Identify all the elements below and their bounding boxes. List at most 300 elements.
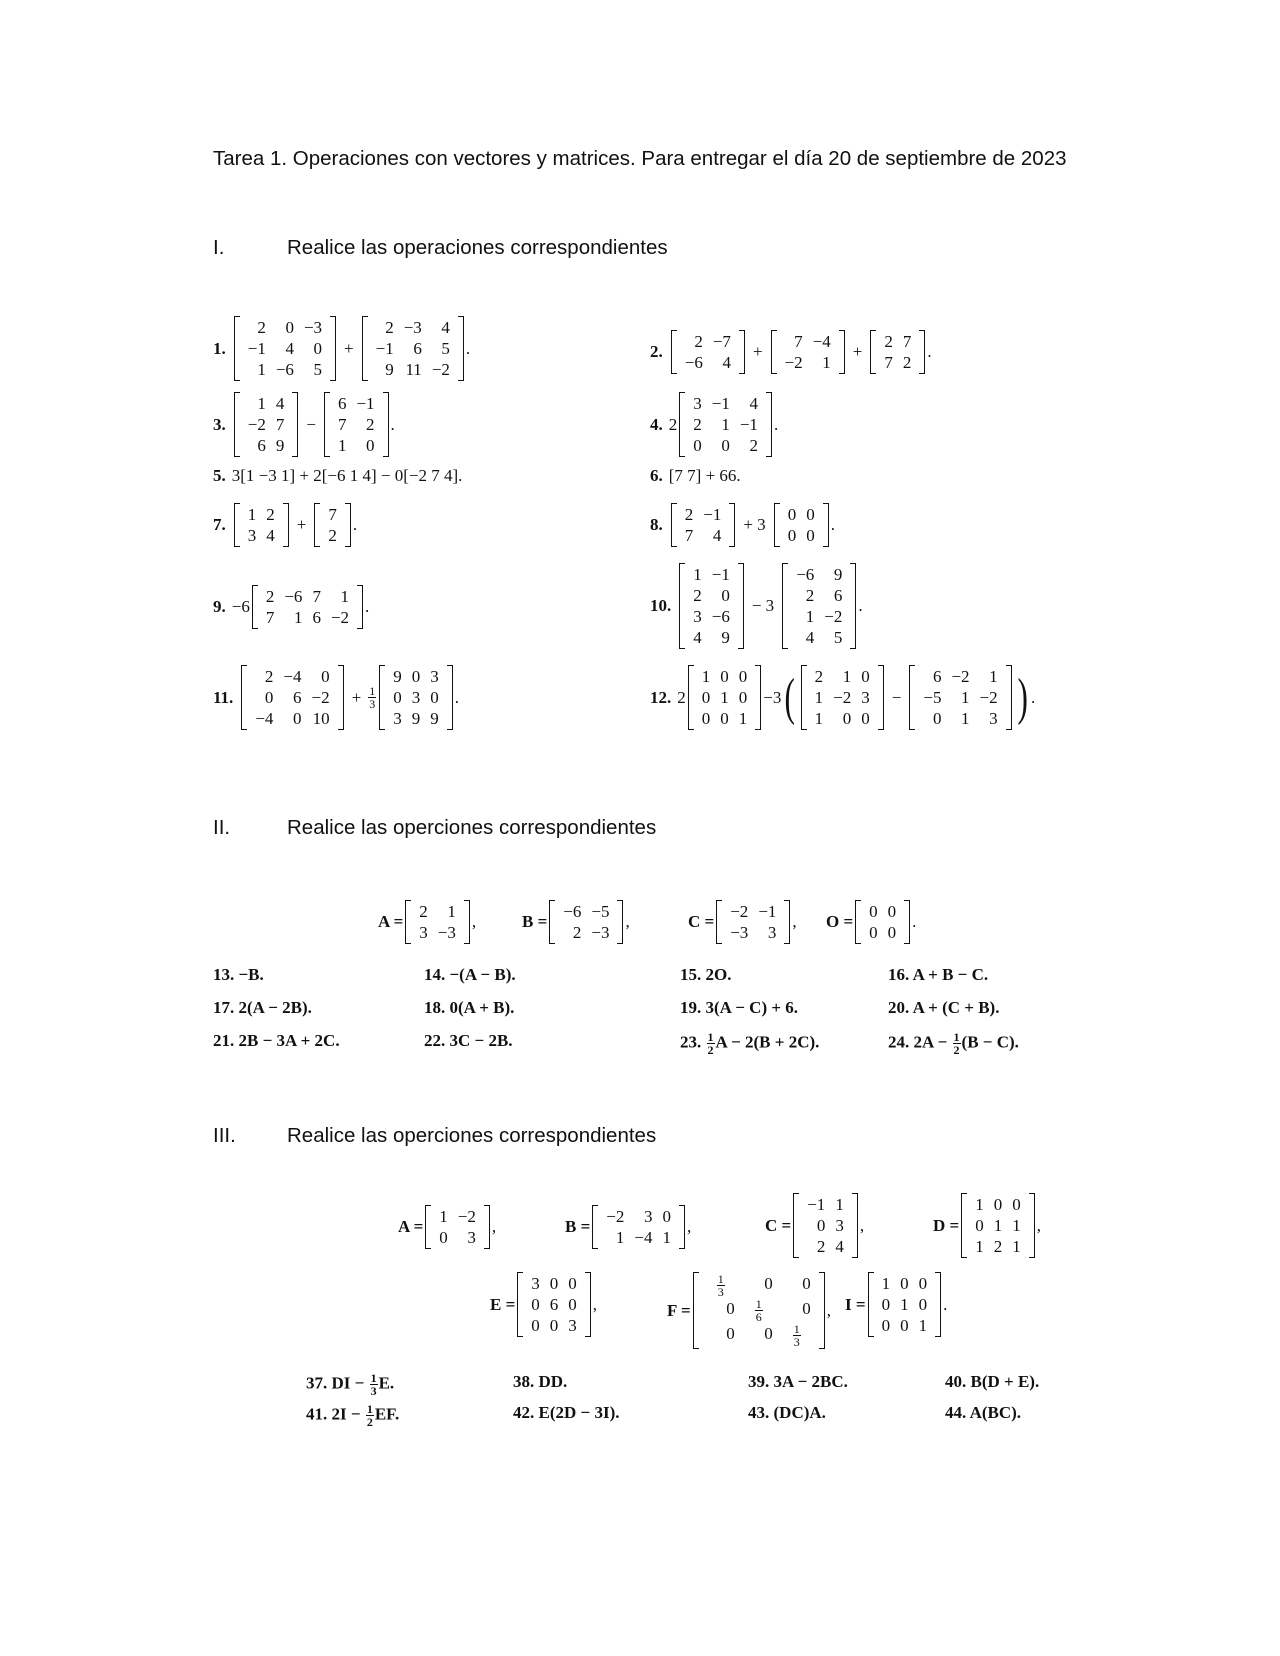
operator: +: [296, 515, 307, 534]
matrix-cell: 1: [662, 1228, 671, 1247]
exercise-item: [513, 1372, 567, 1392]
exercise-number: 38.: [513, 1372, 535, 1391]
exercise-17: [213, 998, 312, 1018]
matrix-cell: 6: [932, 667, 942, 686]
section-3-number: III.: [213, 1124, 236, 1147]
matrix-cell: −2: [311, 688, 330, 707]
matrix-cell: 2: [884, 332, 893, 351]
matrix-cell: 0: [764, 1274, 773, 1293]
math-text: .: [927, 342, 932, 361]
matrix-cell: 0: [881, 1295, 891, 1314]
matrix-cell: −4: [634, 1228, 653, 1247]
matrix-cell: −1: [375, 339, 394, 358]
matrix-cell: 0: [887, 923, 897, 942]
fraction-numerator: 1: [369, 684, 376, 698]
exercise-number: 5.: [213, 466, 226, 485]
bracket-right: [383, 392, 389, 457]
bracket-right: [904, 900, 910, 944]
matrix-cell: 2: [694, 332, 703, 351]
matrix-cell: 7: [265, 608, 275, 627]
matrix-cell: 1: [918, 1316, 928, 1335]
matrix-cell: −2: [730, 902, 749, 921]
matrix-cell: 1: [961, 709, 970, 728]
math-text: 0(A + B).: [449, 998, 515, 1017]
matrix-cell: 1: [439, 1207, 448, 1226]
exercise-5: [213, 466, 462, 486]
matrix-cell: 3: [835, 1216, 844, 1235]
math-text: −(A − B).: [449, 965, 516, 984]
section-1-heading: Realice las operaciones correspondientes: [287, 236, 668, 259]
exercise-number: 12.: [650, 687, 672, 707]
matrix: [688, 665, 762, 730]
fraction-denominator: 3: [793, 1335, 800, 1349]
exercise-number: 20.: [888, 998, 910, 1017]
matrix-grid: [722, 900, 784, 944]
matrix-cell: 6: [312, 608, 321, 627]
math-text: 2: [668, 414, 678, 434]
fraction: [953, 1031, 961, 1056]
exercise-item: [424, 998, 514, 1018]
fraction-numerator: 1: [370, 1371, 377, 1385]
matrix-cell: 9: [393, 667, 402, 686]
math-text: ,: [625, 912, 630, 931]
fraction-denominator: 3: [369, 697, 376, 711]
matrix-cell: 1: [805, 607, 815, 626]
exercise-number: 9.: [213, 597, 226, 616]
math-text: EF.: [374, 1404, 400, 1424]
bracket-right: [878, 665, 884, 730]
math-text: .: [912, 912, 917, 931]
exercise-number: 7.: [213, 515, 226, 534]
bracket-right: [338, 665, 344, 730]
matrix-cell: 0: [439, 1228, 448, 1247]
matrix: [234, 392, 299, 457]
matrix-cell: −1: [356, 394, 375, 413]
matrix-cell: 3: [568, 1316, 577, 1335]
math-text: ,: [491, 1217, 497, 1236]
math-text: .: [390, 414, 395, 434]
matrix-cell: 2: [328, 526, 337, 545]
math-text: DD.: [538, 1372, 568, 1391]
matrix-grid: [699, 1272, 819, 1349]
paren-left: (: [784, 668, 796, 726]
matrix: [679, 563, 744, 649]
matrix-grid: [685, 392, 766, 457]
matrix-cell: −2: [247, 415, 266, 434]
exercise-number: 6.: [650, 466, 663, 485]
matrix-cell: 0: [869, 923, 878, 942]
section-3-heading: Realice las operciones correspondientes: [287, 1124, 657, 1147]
math-text: 3C − 2B.: [449, 1031, 513, 1050]
matrix-grid: [807, 665, 878, 730]
fraction-denominator: 2: [366, 1415, 373, 1429]
matrix-cell: −3: [591, 923, 610, 942]
matrix-name: B =: [522, 912, 548, 931]
matrix-cell: 1: [257, 360, 266, 379]
math-text: .: [830, 515, 835, 534]
fraction-denominator: 6: [755, 1310, 762, 1324]
math-text: .: [858, 596, 863, 615]
matrix-cell: 1: [257, 394, 266, 413]
matrix: [241, 665, 343, 730]
matrix: [592, 1205, 685, 1249]
matrix-cell: 0: [285, 318, 294, 337]
matrix-cell: 7: [794, 332, 803, 351]
matrix-name: O =: [826, 912, 854, 931]
matrix-cell: −4: [283, 667, 302, 686]
matrix: [252, 585, 363, 629]
matrix-cell: 0: [366, 436, 375, 455]
matrix-grid: [431, 1205, 484, 1249]
matrix-cell: 2: [684, 505, 694, 524]
matrix-cell: 0: [701, 709, 711, 728]
exercise-number: 41.: [306, 1404, 328, 1424]
matrix-fraction: [708, 1273, 734, 1298]
exercise-2: [650, 330, 932, 374]
matrix-cell: 0: [321, 667, 330, 686]
matrix-grid: [240, 392, 293, 457]
matrix-cell: 4: [712, 526, 722, 545]
bracket-right: [819, 1272, 825, 1349]
matrix: [671, 503, 736, 547]
matrix-cell: 3: [767, 923, 777, 942]
matrix-cell: 1: [701, 667, 711, 686]
matrix: [549, 900, 623, 944]
matrix-cell: −1: [711, 394, 730, 413]
matrix-cell: −4: [255, 709, 274, 728]
operator: − 3: [751, 596, 775, 615]
matrix-cell: 0: [726, 1299, 735, 1318]
matrix-cell: 0: [932, 709, 942, 728]
matrix: [855, 900, 910, 944]
matrix: [314, 503, 351, 547]
matrix-cell: 0: [764, 1324, 773, 1343]
matrix-cell: −6: [711, 607, 730, 626]
section-2-heading: Realice las operciones correspondientes: [287, 816, 657, 839]
page-title: Tarea 1. Operaciones con vectores y matrices. Para entregar el día 20 de septiembre de 2023: [213, 147, 1067, 170]
math-text: (DC)A.: [773, 1403, 826, 1422]
math-text: ,: [592, 1294, 598, 1314]
matrix-cell: 0: [393, 688, 402, 707]
exercise-item: [748, 1372, 848, 1392]
matrix-grid: [368, 316, 458, 381]
exercise-4: [650, 392, 778, 457]
exercise-number: 16.: [888, 965, 910, 984]
fraction: [366, 1403, 374, 1428]
matrix-cell: 4: [275, 394, 285, 413]
fraction-numerator: 1: [366, 1402, 373, 1416]
matrix-cell: 0: [900, 1274, 909, 1293]
matrix-cell: 1: [337, 436, 347, 455]
matrix: [234, 316, 336, 381]
matrix-cell: 3: [693, 607, 702, 626]
matrix-cell: −2: [951, 667, 970, 686]
math-text: ,: [826, 1300, 831, 1320]
matrix-cell: 0: [549, 1274, 559, 1293]
exercise-11: [213, 665, 459, 730]
matrix-cell: 3: [989, 709, 998, 728]
matrix: [425, 1205, 490, 1249]
matrix-grid: [788, 563, 850, 649]
matrix-grid: [330, 392, 383, 457]
fraction-numerator: 1: [707, 1030, 714, 1044]
exercise-number: 44.: [945, 1403, 967, 1422]
matrix: [909, 665, 1011, 730]
matrix: [379, 665, 453, 730]
matrix-cell: −3: [437, 923, 456, 942]
exercise-item: [306, 1372, 394, 1397]
matrix-cell: 0: [430, 688, 439, 707]
matrix-cell: 0: [720, 709, 729, 728]
exercise-42: [513, 1403, 620, 1423]
matrix-definition: [490, 1272, 597, 1337]
exercise-item: [680, 965, 731, 985]
matrix-name: F =: [667, 1300, 691, 1320]
math-text: 2O.: [705, 965, 732, 984]
exercise-number: 8.: [650, 515, 663, 534]
matrix-cell: 0: [313, 339, 323, 358]
operator: +: [351, 687, 362, 707]
exercise-number: 11.: [213, 687, 234, 707]
exercise-item: [213, 965, 264, 985]
matrix: [671, 330, 745, 374]
bracket-right: [755, 665, 761, 730]
matrix-grid: [523, 1272, 585, 1337]
math-text: −3: [763, 687, 782, 707]
bracket-right: [919, 330, 925, 374]
matrix-definition: [845, 1272, 947, 1337]
bracket-right: [839, 330, 845, 374]
matrix-cell: 0: [264, 688, 274, 707]
exercise-item: [888, 965, 988, 985]
matrix-cell: 2: [257, 318, 266, 337]
matrix-cell: 1: [993, 1216, 1003, 1235]
exercise-item: [680, 1031, 819, 1056]
matrix-cell: 10: [312, 709, 330, 728]
matrix-cell: −2: [457, 1207, 476, 1226]
matrix-cell: 2: [385, 318, 394, 337]
bracket-right: [464, 900, 470, 944]
matrix-cell: −2: [824, 607, 843, 626]
matrix: [793, 1193, 858, 1258]
matrix-definition: [933, 1193, 1041, 1258]
matrix-grid: [780, 503, 823, 547]
matrix-cell: 0: [721, 436, 730, 455]
matrix-cell: 7: [337, 415, 347, 434]
matrix-cell: 3: [693, 394, 702, 413]
exercise-41: [306, 1403, 399, 1428]
matrix-cell: −7: [712, 332, 731, 351]
math-text: ,: [686, 1217, 692, 1236]
bracket-right: [729, 503, 735, 547]
matrix-cell: −2: [833, 688, 852, 707]
matrix-name: C =: [688, 912, 715, 931]
matrix-cell: 0: [842, 709, 852, 728]
exercise-6: [650, 466, 741, 486]
matrix-cell: 0: [918, 1274, 928, 1293]
matrix-cell: 4: [805, 628, 815, 647]
exercise-13: [213, 965, 264, 985]
exercise-item: [945, 1372, 1039, 1392]
exercise-40: [945, 1372, 1039, 1392]
matrix-grid: [247, 665, 337, 730]
matrix-definition: [522, 900, 630, 944]
bracket-right: [617, 900, 623, 944]
math-text: .: [465, 338, 471, 358]
bracket-right: [484, 1205, 490, 1249]
exercise-20: [888, 998, 999, 1018]
bracket-right: [852, 1193, 858, 1258]
math-text: .: [454, 687, 459, 707]
matrix-cell: 1: [822, 353, 831, 372]
exercise-9: [213, 585, 369, 629]
matrix-cell: 0: [693, 436, 702, 455]
matrix-cell: 6: [337, 394, 347, 413]
matrix-name: A =: [378, 912, 404, 931]
bracket-right: [585, 1272, 591, 1337]
matrix-cell: −5: [923, 688, 942, 707]
matrix-cell: 0: [411, 667, 421, 686]
matrix: [679, 392, 772, 457]
matrix-definition: [378, 900, 476, 944]
matrix-definition: [398, 1205, 496, 1249]
math-text: .: [1030, 687, 1036, 707]
matrix-cell: 3: [643, 1207, 653, 1226]
exercise-number: 39.: [748, 1372, 770, 1391]
operator: +: [852, 342, 863, 361]
matrix-cell: 0: [806, 505, 815, 524]
matrix-cell: −2: [784, 353, 803, 372]
matrix-definition: [765, 1193, 864, 1258]
matrix-grid: [677, 503, 730, 547]
matrix-cell: 11: [405, 360, 422, 379]
matrix-cell: −5: [591, 902, 610, 921]
math-text: .: [352, 515, 358, 534]
exercise-8: [650, 503, 835, 547]
matrix-cell: 7: [328, 505, 337, 524]
exercise-21: [213, 1031, 340, 1051]
fraction-denominator: 3: [717, 1285, 724, 1299]
fraction-denominator: 2: [707, 1043, 714, 1057]
matrix: [771, 330, 845, 374]
matrix-cell: 0: [662, 1207, 671, 1226]
bracket-right: [738, 563, 744, 649]
operator: + 3: [743, 515, 766, 534]
matrix-name: B =: [565, 1217, 591, 1236]
exercise-10: [650, 563, 863, 649]
exercise-18: [424, 998, 514, 1018]
exercise-16: [888, 965, 988, 985]
exercise-number: 21.: [213, 1031, 235, 1050]
exercise-item: [888, 1031, 1019, 1056]
exercise-number: 4.: [650, 414, 663, 434]
matrix-cell: −6: [275, 360, 294, 379]
bracket-right: [935, 1272, 941, 1337]
matrix-grid: [598, 1205, 679, 1249]
matrix-grid: [861, 900, 904, 944]
math-text: A − 2(B + 2C).: [715, 1032, 820, 1052]
matrix-definition: [826, 900, 916, 944]
matrix: [801, 665, 884, 730]
bracket-right: [679, 1205, 685, 1249]
matrix-cell: 1: [989, 667, 998, 686]
matrix-cell: 0: [568, 1295, 577, 1314]
exercise-item: [213, 1031, 340, 1051]
math-text: (B − C).: [961, 1032, 1019, 1052]
matrix-cell: 0: [861, 667, 870, 686]
math-text: A + B − C.: [912, 965, 989, 984]
matrix-cell: 3: [419, 923, 428, 942]
matrix-cell: 0: [720, 667, 729, 686]
matrix-cell: 7: [884, 353, 893, 372]
exercise-number: 2.: [650, 342, 663, 361]
matrix-grid: [967, 1193, 1029, 1258]
matrix-cell: 0: [993, 1195, 1003, 1214]
bracket-right: [850, 563, 856, 649]
matrix-grid: [677, 330, 739, 374]
exercise-number: 3.: [213, 414, 226, 434]
bracket-right: [1029, 1193, 1035, 1258]
matrix-fraction: [746, 1298, 772, 1323]
exercise-number: 15.: [680, 965, 702, 984]
math-text: 2: [677, 687, 686, 707]
matrix-cell: 0: [531, 1295, 540, 1314]
matrix-cell: 2: [572, 923, 582, 942]
math-text: ,: [792, 912, 797, 931]
bracket-right: [766, 392, 772, 457]
matrix-cell: 0: [802, 1299, 811, 1318]
matrix-grid: [685, 563, 738, 649]
matrix-cell: 0: [726, 1324, 735, 1343]
matrix-cell: 3: [467, 1228, 476, 1247]
matrix-cell: −1: [711, 565, 730, 584]
matrix-cell: 7: [902, 332, 912, 351]
matrix-cell: 3: [430, 667, 439, 686]
matrix-cell: 1: [900, 1295, 909, 1314]
bracket-right: [292, 392, 298, 457]
exercise-14: [424, 965, 516, 985]
exercise-item: [888, 998, 999, 1018]
matrix-cell: 9: [833, 565, 843, 584]
matrix: [362, 316, 464, 381]
matrix-cell: −3: [403, 318, 422, 337]
matrix-cell: 1: [881, 1274, 891, 1293]
exercise-38: [513, 1372, 567, 1392]
matrix-cell: 2: [814, 667, 824, 686]
math-text: E.: [378, 1373, 395, 1393]
matrix-cell: 9: [411, 709, 421, 728]
matrix-name: A =: [398, 1217, 424, 1236]
matrix: [782, 563, 856, 649]
exercise-37: [306, 1372, 394, 1397]
fraction-numerator: 1: [755, 1297, 762, 1311]
exercise-22: [424, 1031, 513, 1051]
matrix-grid: [874, 1272, 936, 1337]
math-text: .: [943, 1294, 948, 1314]
matrix-cell: 1: [247, 505, 257, 524]
exercise-44: [945, 1403, 1021, 1423]
matrix-cell: −6: [563, 902, 582, 921]
bracket-right: [283, 503, 289, 547]
matrix-cell: 2: [419, 902, 428, 921]
section-2-number: II.: [213, 816, 231, 839]
bracket-right: [784, 900, 790, 944]
matrix-cell: 1: [814, 688, 824, 707]
exercise-number: 14.: [424, 965, 446, 984]
matrix-cell: 0: [1012, 1195, 1021, 1214]
bracket-right: [330, 316, 336, 381]
exercise-number: 19.: [680, 998, 702, 1017]
